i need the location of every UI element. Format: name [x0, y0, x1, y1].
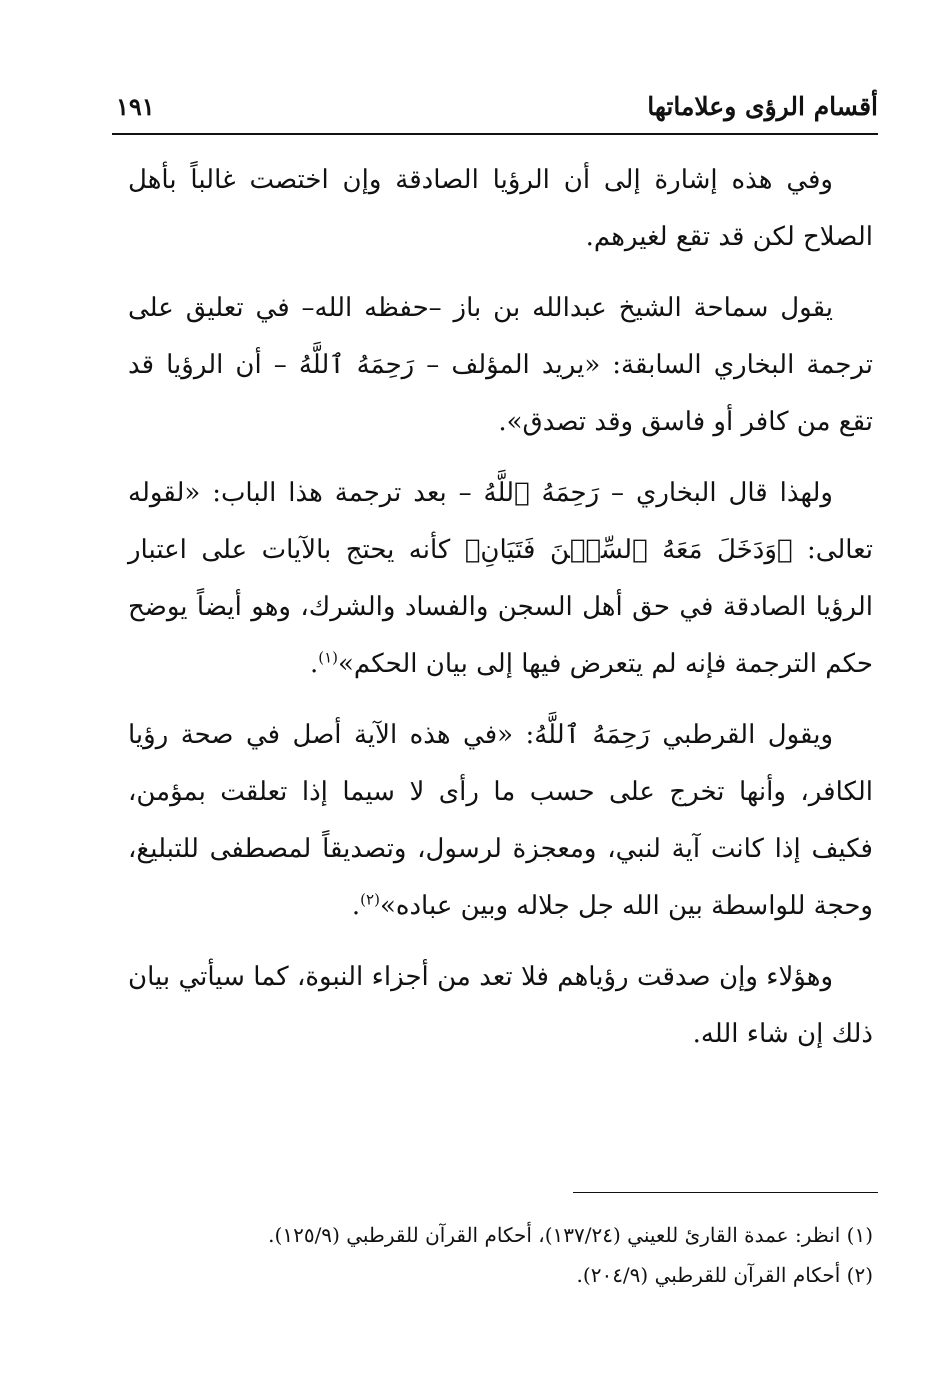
paragraph-5: وهؤلاء وإن صدقت رؤياهم فلا تعد من أجزاء النبوة، كما سيأتي بيان ذلك إن شاء الله. — [128, 962, 873, 1049]
running-header — [112, 88, 878, 128]
header-divider — [112, 133, 878, 135]
paragraph-3-end: . — [309, 649, 319, 679]
main-text — [128, 152, 873, 1077]
quran-verse: وَدَخَلَ مَعَهُ ٱلسِّجۡنَ فَتَيَانِ — [480, 535, 777, 565]
footnote-divider — [573, 1192, 878, 1193]
footnote-1: (١) انظر: عمدة القارئ للعيني (١٣٧/٢٤)، أحكام القرآن للقرطبي (١٢٥/٩). — [268, 1223, 873, 1247]
paragraph-1: وفي هذه إشارة إلى أن الرؤيا الصادقة وإن اختصت غالباً بأهل الصلاح لكن قد تقع لغيرهم. — [128, 165, 873, 252]
paragraph-3-intro: ولهذا قال البخاري – رَحِمَهُ ٱللَّهُ – بعد ترجمة هذا الباب: «لقوله تعالى: ﴿ — [128, 478, 874, 565]
paragraph-3 — [128, 465, 873, 693]
paragraph-4 — [128, 707, 873, 935]
paragraph-4-text: ويقول القرطبي رَحِمَهُ ٱللَّهُ: «في هذه الآية أصل في صحة رؤيا الكافر، وأنها تخرج على حسب ما رأى لا سيما إذا تعلقت بمؤمن، فكيف إذا كانت آية لنبي، ومعجزة لرسول، وتصديقاً لمصطفى للتبليغ، وحجة للواسطة بين الله جل جلاله وبين عباده» — [128, 720, 873, 921]
page-number: ١٩١ — [116, 92, 155, 121]
footnote-ref-2: (٢) — [360, 890, 380, 909]
footnotes — [128, 1215, 873, 1295]
footnote-2: (٢) أحكام القرآن للقرطبي (٢٠٤/٩). — [576, 1263, 873, 1287]
footnote-ref-1: (١) — [318, 648, 339, 667]
paragraph-4-end: . — [351, 891, 361, 921]
paragraph-2: يقول سماحة الشيخ عبدالله بن باز –حفظه الله– في تعليق على ترجمة البخاري السابقة: «يريد المؤلف – رَحِمَهُ ٱللَّهُ – أن الرؤيا قد تقع من كافر أو فاسق وقد تصدق». — [128, 293, 873, 437]
paragraph-3-rest: ﴾ كأنه يحتج بالآيات على اعتبار الرؤيا الصادقة في حق أهل السجن والفساد والشرك، وهو أيضاً يوضح حكم الترجمة فإنه لم يتعرض فيها إلى بيان الحكم» — [128, 535, 873, 679]
chapter-title: أقسام الرؤى وعلاماتها — [647, 92, 878, 121]
